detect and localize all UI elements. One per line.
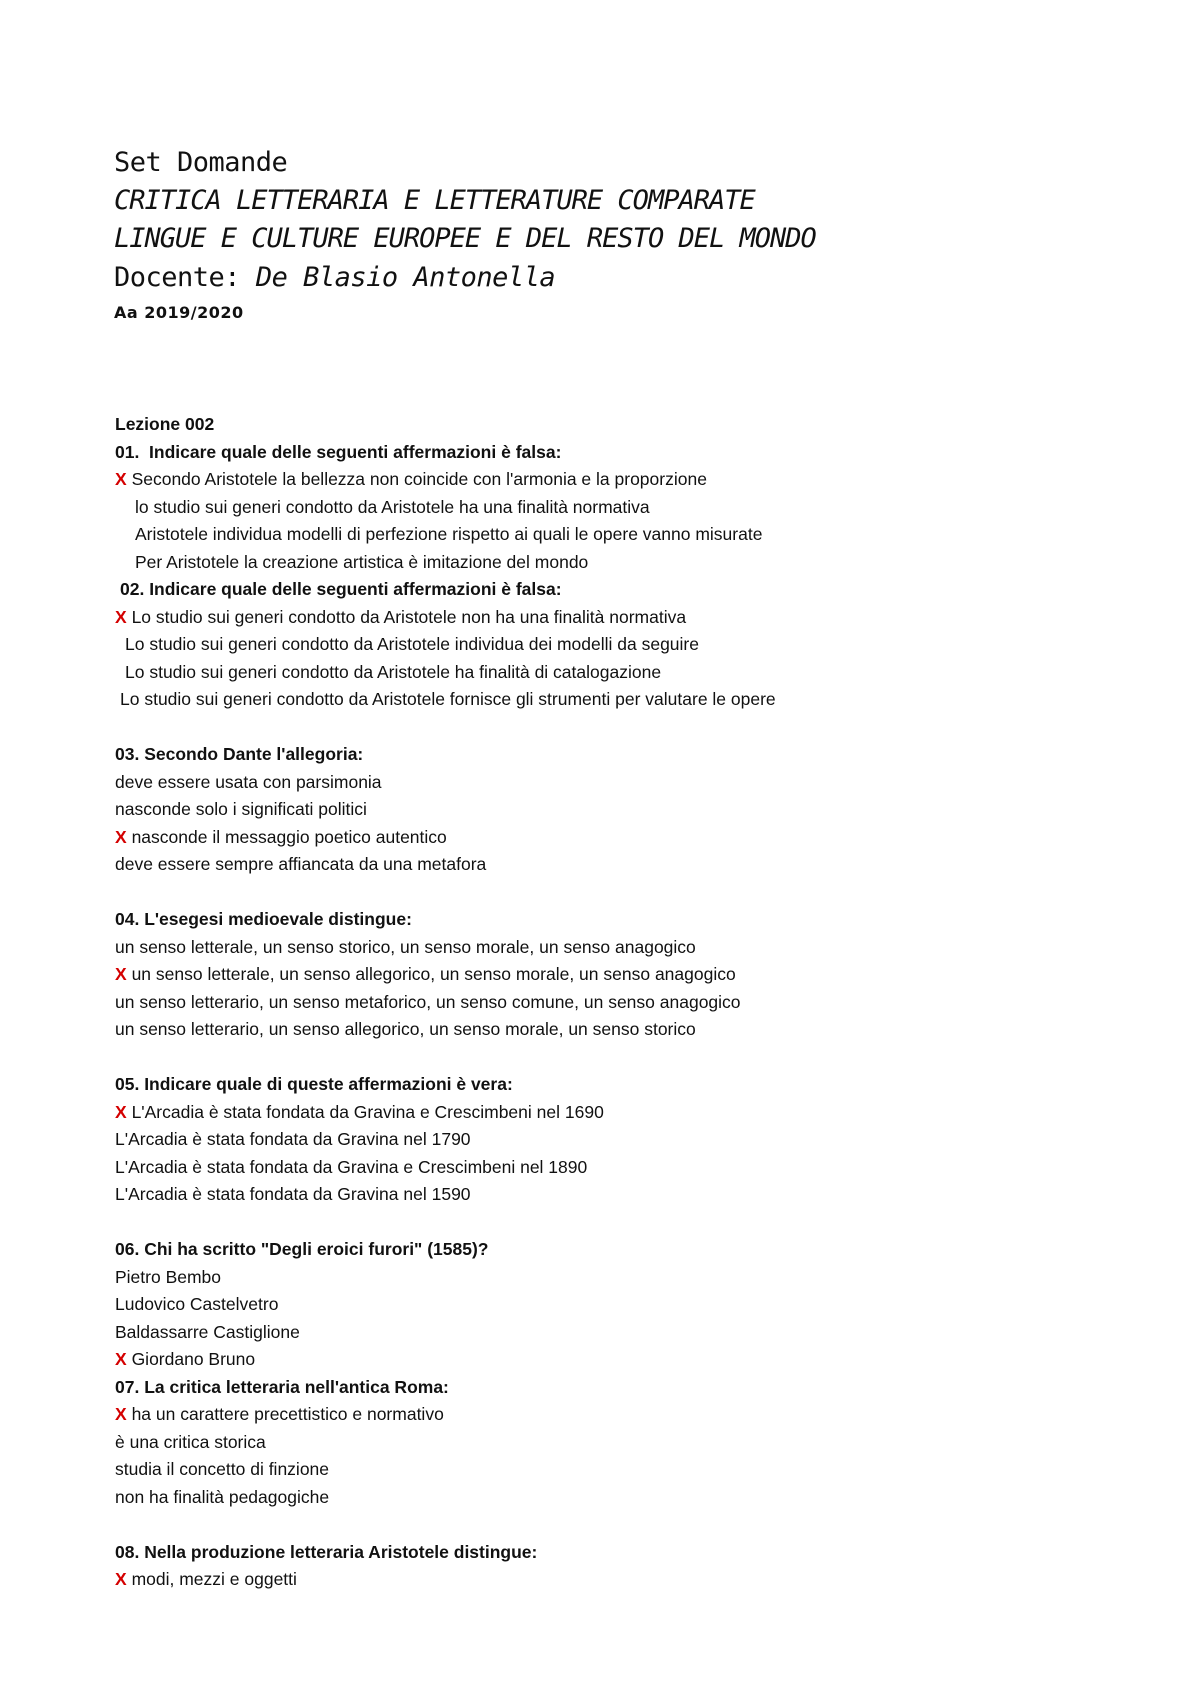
course-title-line-2: LINGUE E CULTURE EUROPEE E DEL RESTO DEL MONDO xyxy=(114,223,816,254)
question-title: 05. Indicare quale di queste affermazioni è vera: xyxy=(115,1074,513,1094)
spacer xyxy=(115,714,1155,742)
answer-option: un senso letterario, un senso allegorico, un senso morale, un senso storico xyxy=(115,1019,696,1039)
answer-option xyxy=(115,1099,1155,1127)
answer-option: Lo studio sui generi condotto da Aristotele fornisce gli strumenti per valutare le opere xyxy=(120,689,776,709)
docente-label: Docente: xyxy=(114,262,241,293)
question-title: 02. Indicare quale delle seguenti affermazioni è falsa: xyxy=(120,579,562,599)
docente-name: De Blasio Antonella xyxy=(255,262,556,293)
answer-text: nasconde il messaggio poetico autentico xyxy=(131,826,447,847)
answer-option: è una critica storica xyxy=(115,1431,266,1452)
answer-option xyxy=(115,961,1155,989)
answer-option: L'Arcadia è stata fondata da Gravina nel 1590 xyxy=(115,1184,471,1204)
answer-option: non ha finalità pedagogiche xyxy=(115,1486,330,1507)
spacer xyxy=(115,1209,1155,1237)
answer-option: Per Aristotele la creazione artistica è imitazione del mondo xyxy=(135,551,589,572)
answer-text: Lo studio sui generi condotto da Aristotele non ha una finalità normativa xyxy=(131,606,687,627)
answer-option: Aristotele individua modelli di perfezione rispetto ai quali le opere vanno misurate xyxy=(135,524,763,544)
answer-option: studia il concetto di finzione xyxy=(115,1459,330,1479)
academic-year: Aa 2019/2020 xyxy=(114,303,244,322)
correct-mark-icon: X xyxy=(115,826,127,847)
answer-option: deve essere usata con parsimonia xyxy=(115,771,382,792)
answer-option: Lo studio sui generi condotto da Aristotele individua dei modelli da seguire xyxy=(125,634,699,654)
correct-mark-icon: X xyxy=(115,964,127,984)
answer-text: ha un carattere precettistico e normativo xyxy=(131,1404,444,1424)
answer-option: L'Arcadia è stata fondata da Gravina e Crescimbeni nel 1890 xyxy=(115,1156,588,1177)
answer-option xyxy=(115,1566,1155,1594)
lesson-title: Lezione 002 xyxy=(115,414,215,434)
spacer xyxy=(115,879,1155,907)
correct-mark-icon: X xyxy=(115,606,127,627)
spacer xyxy=(115,1511,1155,1539)
correct-mark-icon: X xyxy=(115,1404,127,1424)
correct-mark-icon: X xyxy=(115,1349,127,1369)
correct-mark-icon: X xyxy=(115,1569,127,1589)
answer-text: Giordano Bruno xyxy=(131,1349,256,1369)
question-title: 07. La critica letteraria nell'antica Roma: xyxy=(115,1376,449,1397)
correct-mark-icon: X xyxy=(115,469,127,489)
answer-text: Secondo Aristotele la bellezza non coincide con l'armonia e la proporzione xyxy=(131,469,707,489)
document-title: Set Domande xyxy=(114,147,288,178)
question-title: 01. Indicare quale delle seguenti affermazioni è falsa: xyxy=(115,441,562,462)
answer-option xyxy=(115,824,1155,852)
docente-line xyxy=(114,258,816,298)
answer-option: nasconde solo i significati politici xyxy=(115,799,367,819)
question-title: 03. Secondo Dante l'allegoria: xyxy=(115,744,364,764)
answer-option: un senso letterario, un senso metaforico, un senso comune, un senso anagogico xyxy=(115,991,741,1012)
answer-option: Pietro Bembo xyxy=(115,1266,222,1287)
answer-option: deve essere sempre affiancata da una metafora xyxy=(115,854,487,874)
question-title: 08. Nella produzione letteraria Aristotele distingue: xyxy=(115,1541,538,1562)
question-title: 06. Chi ha scritto "Degli eroici furori" (1585)? xyxy=(115,1239,489,1259)
answer-option: un senso letterale, un senso storico, un senso morale, un senso anagogico xyxy=(115,936,696,957)
answer-text: un senso letterale, un senso allegorico, un senso morale, un senso anagogico xyxy=(131,964,736,984)
answer-option: Baldassarre Castiglione xyxy=(115,1321,300,1342)
answer-option xyxy=(115,466,1155,494)
answer-text: L'Arcadia è stata fondata da Gravina e Crescimbeni nel 1690 xyxy=(131,1101,604,1122)
answer-option xyxy=(115,604,1155,632)
course-title-line-1: CRITICA LETTERARIA E LETTERATURE COMPARATE xyxy=(114,185,755,216)
answer-option xyxy=(115,1346,1155,1374)
spacer xyxy=(115,1044,1155,1072)
question-title: 04. L'esegesi medioevale distingue: xyxy=(115,909,412,929)
answer-option: L'Arcadia è stata fondata da Gravina nel 1790 xyxy=(115,1129,471,1149)
questions-content xyxy=(115,411,1155,1594)
answer-option: lo studio sui generi condotto da Aristotele ha una finalità normativa xyxy=(135,496,650,517)
answer-option: Ludovico Castelvetro xyxy=(115,1294,279,1314)
answer-text: modi, mezzi e oggetti xyxy=(131,1569,297,1589)
correct-mark-icon: X xyxy=(115,1101,127,1122)
answer-option: Lo studio sui generi condotto da Aristotele ha finalità di catalogazione xyxy=(125,661,662,682)
document-header xyxy=(114,144,816,326)
answer-option xyxy=(115,1401,1155,1429)
